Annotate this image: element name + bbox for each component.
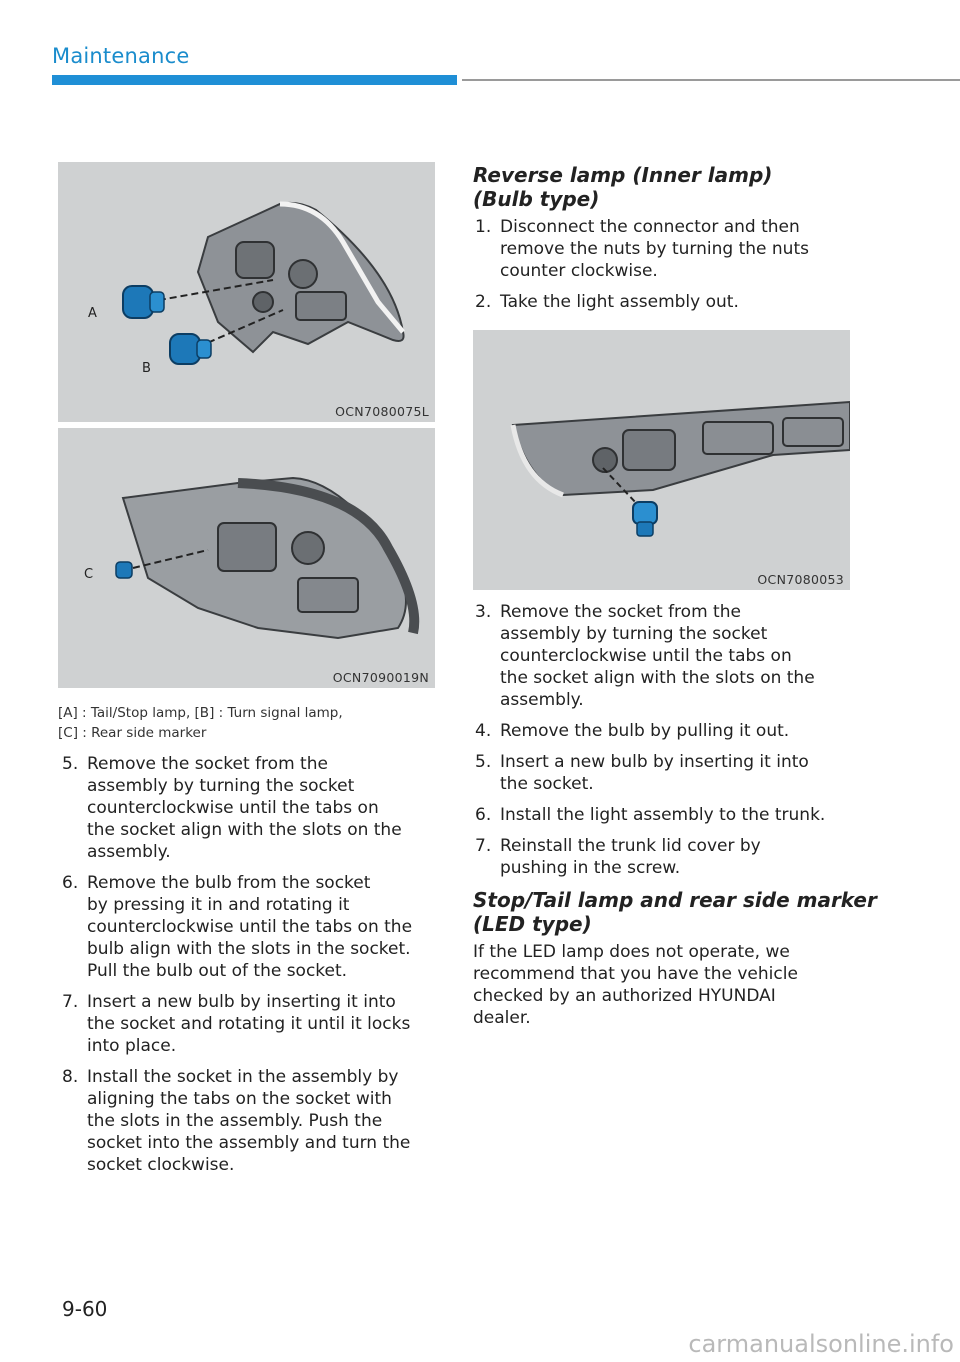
step-number: 5. — [62, 754, 79, 774]
step-line: Install the socket in the assembly by — [87, 1067, 399, 1087]
reverse-lamp-heading — [473, 163, 772, 211]
step-line: bulb align with the slots in the socket. — [87, 939, 411, 959]
step-line: Remove the socket from the — [500, 602, 741, 622]
step-line: Remove the socket from the — [87, 754, 328, 774]
step-line: socket into the assembly and turn the — [87, 1133, 411, 1153]
bulb-a-icon — [123, 286, 164, 318]
step-line: Disconnect the connector and then — [500, 217, 800, 237]
side-marker-illustration — [58, 428, 435, 688]
figure-caption-line-1: [A] : Tail/Stop lamp, [B] : Turn signal lamp, — [58, 705, 343, 721]
step-number: 7. — [62, 992, 79, 1012]
heading-line: (Bulb type) — [473, 187, 600, 211]
step-line: Reinstall the trunk lid cover by — [500, 836, 761, 856]
step-line: assembly by turning the socket — [87, 776, 355, 796]
step-line: assembly by turning the socket — [500, 624, 768, 644]
step-line: the socket and rotating it until it locks — [87, 1014, 411, 1034]
step-item — [475, 751, 855, 795]
step-line: aligning the tabs on the socket with — [87, 1089, 392, 1109]
led-paragraph — [473, 941, 858, 1029]
step-line: counterclockwise until the tabs on the — [87, 917, 413, 937]
step-line: assembly. — [87, 842, 171, 862]
step-line: pushing in the screw. — [500, 858, 681, 878]
step-number: 4. — [475, 721, 492, 741]
step-number: 3. — [475, 602, 492, 622]
figure-side-marker — [58, 428, 435, 688]
heading-line: Reverse lamp (Inner lamp) — [473, 163, 773, 187]
left-steps-list — [62, 753, 440, 1185]
step-item — [62, 1066, 440, 1176]
step-number: 6. — [62, 873, 79, 893]
step-line: Remove the bulb by pulling it out. — [500, 721, 790, 741]
step-item — [475, 216, 855, 282]
step-line: counter clockwise. — [500, 261, 658, 281]
bulb-c-icon — [116, 562, 132, 578]
step-item — [62, 991, 440, 1057]
step-item — [475, 804, 855, 826]
step-item — [475, 291, 855, 313]
step-line: assembly. — [500, 690, 584, 710]
header-rule — [462, 79, 960, 81]
step-number: 2. — [475, 292, 492, 312]
step-item — [475, 720, 855, 742]
heading-line: (LED type) — [473, 912, 592, 936]
figure-code: OCN7090019N — [332, 670, 429, 685]
step-item — [62, 872, 440, 982]
step-line: the socket. — [500, 774, 594, 794]
figure-code: OCN7080075L — [335, 404, 429, 419]
figure-reverse-lamp — [473, 330, 850, 590]
reverse-steps-list-a — [475, 216, 855, 322]
step-item — [62, 753, 440, 863]
watermark: carmanualsonline.info — [688, 1330, 954, 1358]
step-line: remove the nuts by turning the nuts — [500, 239, 809, 259]
step-number: 8. — [62, 1067, 79, 1087]
paragraph-line: dealer. — [473, 1008, 531, 1028]
label-b: B — [142, 361, 151, 376]
step-item — [475, 601, 855, 711]
bulb-b-icon — [170, 334, 211, 364]
led-lamp-heading — [473, 888, 877, 936]
reverse-bulb-icon — [633, 502, 657, 536]
step-line: Insert a new bulb by inserting it into — [87, 992, 396, 1012]
step-line: into place. — [87, 1036, 177, 1056]
step-line: by pressing it in and rotating it — [87, 895, 350, 915]
step-line: Pull the bulb out of the socket. — [87, 961, 348, 981]
step-number: 5. — [475, 752, 492, 772]
step-line: Remove the bulb from the socket — [87, 873, 371, 893]
step-line: Take the light assembly out. — [500, 292, 739, 312]
paragraph-line: If the LED lamp does not operate, we — [473, 942, 790, 962]
reverse-steps-list-b — [475, 601, 855, 888]
step-item — [475, 835, 855, 879]
figure-code: OCN7080053 — [757, 572, 844, 587]
figure-tail-turn-lamp — [58, 162, 435, 422]
label-a: A — [88, 306, 97, 321]
step-number: 7. — [475, 836, 492, 856]
step-number: 6. — [475, 805, 492, 825]
reverse-lamp-illustration — [473, 330, 850, 590]
paragraph-line: recommend that you have the vehicle — [473, 964, 798, 984]
step-line: Insert a new bulb by inserting it into — [500, 752, 809, 772]
tail-lamp-illustration — [58, 162, 435, 422]
step-line: the socket align with the slots on the — [87, 820, 402, 840]
section-title: Maintenance — [52, 44, 190, 68]
heading-line: Stop/Tail lamp and rear side marker — [473, 888, 877, 912]
label-c: C — [84, 567, 94, 582]
step-line: the socket align with the slots on the — [500, 668, 815, 688]
paragraph-line: checked by an authorized HYUNDAI — [473, 986, 776, 1006]
step-line: counterclockwise until the tabs on — [500, 646, 792, 666]
step-number: 1. — [475, 217, 492, 237]
step-line: Install the light assembly to the trunk. — [500, 805, 826, 825]
step-line: the slots in the assembly. Push the — [87, 1111, 383, 1131]
header-accent-bar — [52, 75, 457, 85]
page-number: 9-60 — [62, 1297, 108, 1321]
figure-caption-line-2: [C] : Rear side marker — [58, 725, 207, 741]
step-line: socket clockwise. — [87, 1155, 235, 1175]
step-line: counterclockwise until the tabs on — [87, 798, 379, 818]
